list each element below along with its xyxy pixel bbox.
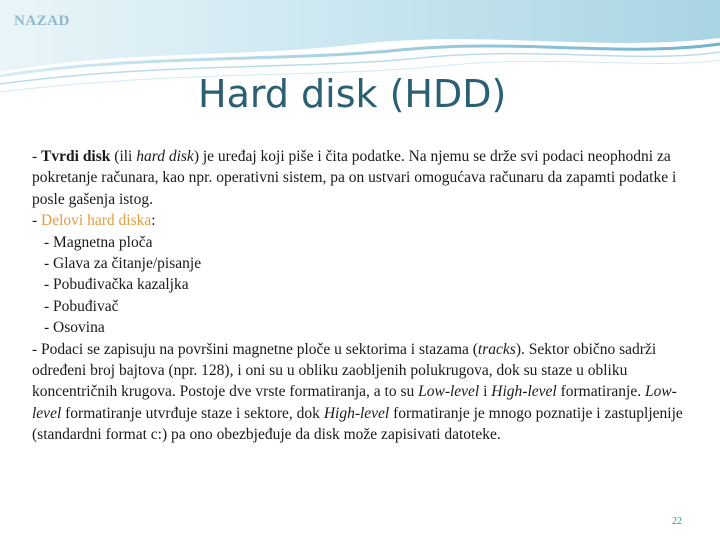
list-item: - Magnetna ploča (44, 233, 153, 251)
term-hard-disk: hard disk (136, 148, 194, 165)
list-item: - Glava za čitanje/pisanje (44, 255, 202, 273)
slide-body (32, 146, 692, 446)
list-item: - Pobuđivač (44, 297, 119, 315)
parts-list (32, 232, 692, 339)
back-link[interactable]: NAZAD (14, 13, 70, 29)
page-number: 22 (672, 516, 682, 527)
storage-paragraph: - Podaci se zapisuju na površini magnetne ploče u sektorima i stazama (tracks). Sektor obično sadrži određeni broj bajtova (npr. 128), i oni su u obliku zaobljenih polukrugova, dok su staze u obliku koncentričnih krugova. Postoje dve vrste formatiranja, a to su Low-level i High-level formatiranje. Low-level formatiranje utvrđuje staze i sektore, dok High-level formatiranje je mnogo poznatije i zastupljenije (standardni format c:) pa ono obezbjeđuje da disk može zapisivati datoteke. (32, 340, 683, 444)
intro-paragraph: - Tvrdi disk (ili hard disk) je uređaj koji piše i čita podatke. Na njemu se drže svi podaci neophodni za pokretanje računara, kao npr. operativni sistem, pa on ustvari omogućava računaru da zapamti podatke i posle gašenja istog. (32, 148, 677, 208)
term-tvrdi-disk: Tvrdi disk (41, 148, 111, 165)
page-title: Hard disk (HDD) (198, 72, 507, 116)
parts-heading-line: - Delovi hard diska: (32, 212, 156, 230)
list-item: - Pobuđivačka kazaljka (44, 276, 189, 294)
list-item: - Osovina (44, 319, 105, 337)
parts-heading: Delovi hard diska (41, 212, 152, 230)
